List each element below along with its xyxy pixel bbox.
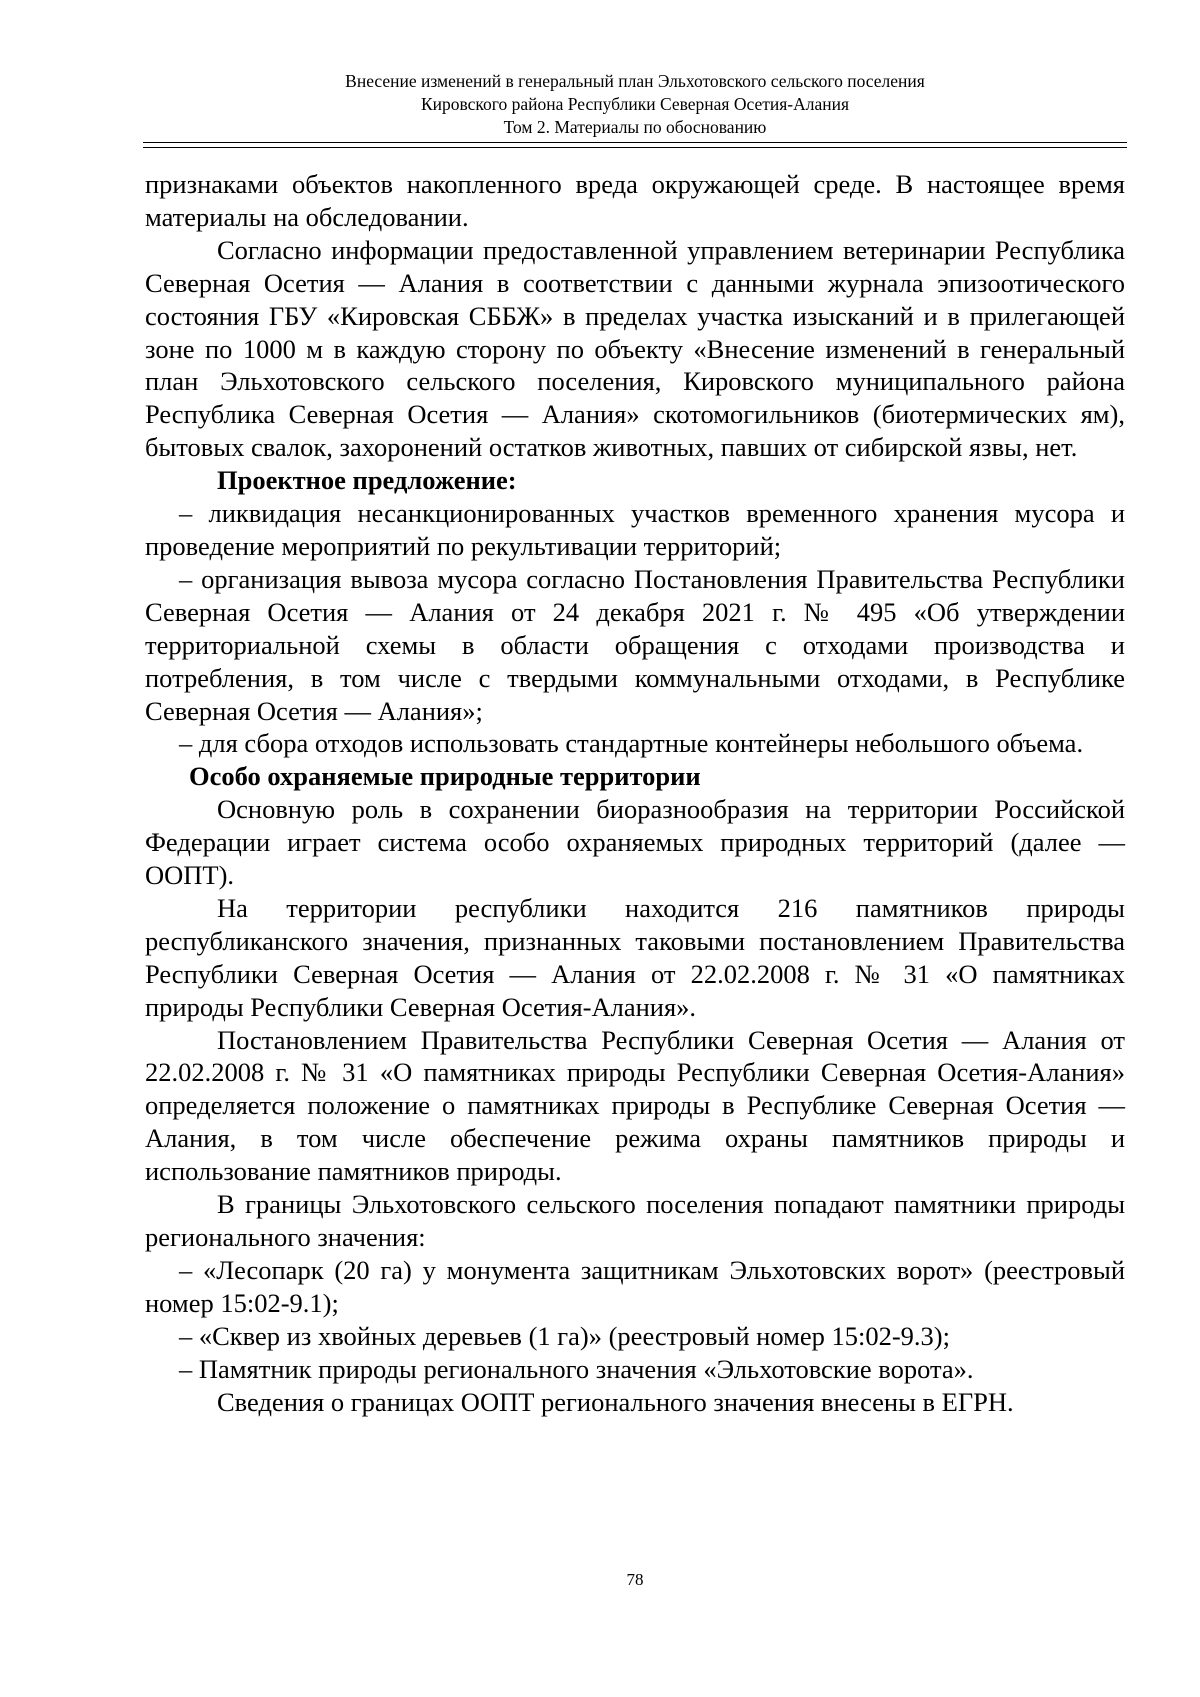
running-header <box>145 70 1125 139</box>
list-item: – для сбора отходов использовать стандартные контейнеры небольшого объема. <box>179 728 1084 759</box>
paragraph: На территории республики находится 216 памятников природы республиканского значения, признанных таковыми постановлением Правительства Республики Северная Осетия — Алания от 22.02.2008 г. № 31 «О памятниках природы Республики Северная Осетия-Алания». <box>145 892 1125 1022</box>
paragraph: Основную роль в сохранении биоразнообразия на территории Российской Федерации играет система особо охраняемых природных территорий (далее — ООПТ). <box>145 794 1125 891</box>
paragraph: Сведения о границах ООПТ регионального значения внесены в ЕГРН. <box>217 1386 1014 1417</box>
list-item: – организация вывоза мусора согласно Постановления Правительства Республики Северная Осетия — Алания от 24 декабря 2021 г. № 495 «Об утверждении территориальной схемы в области обращения с отходами производства и потребления, в том числе с твердыми коммунальными отходами, в Республике Северная Осетия — Алания»; <box>145 563 1125 726</box>
main-text <box>145 168 1125 1418</box>
paragraph: Согласно информации предоставленной управлением ветеринарии Республика Северная Осетия — Алания в соответствии с данными журнала эпизоотического состояния ГБУ «Кировская СББЖ» в пределах участка изысканий и в прилегающей зоне по 1000 м в каждую сторону по объекту «Внесение изменений в генеральный план Эльхотовского сельского поселения, Кировского муниципального района Республика Северная Осетия — Алания» скотомогильников (биотермических ям), бытовых свалок, захоронений остатков животных, павших от сибирской язвы, нет. <box>145 234 1125 463</box>
paragraph: В границы Эльхотовского сельского поселения попадают памятники природы регионального значения: <box>145 1189 1125 1252</box>
header-double-rule <box>143 142 1127 148</box>
section-heading-protected-areas: Особо охраняемые природные территории <box>189 761 701 792</box>
header-line-1: Внесение изменений в генеральный план Эльхотовского сельского поселения <box>345 71 925 91</box>
paragraph: признаками объектов накопленного вреда окружающей среде. В настоящее время материалы на обследовании. <box>145 169 1125 232</box>
paragraph: Постановлением Правительства Республики Северная Осетия — Алания от 22.02.2008 г. № 31 «О памятниках природы Республики Северная Осетия-Алания» определяется положение о памятниках природы в Республике Северная Осетия — Алания, в том числе обеспечение режима охраны памятников природы и использование памятников природы. <box>145 1024 1125 1187</box>
section-heading-proposal: Проектное предложение: <box>217 465 517 496</box>
list-item: – ликвидация несанкционированных участков временного хранения мусора и проведение мероприятий по рекультивации территорий; <box>145 498 1125 561</box>
header-line-2: Кировского района Республики Северная Осетия-Алания <box>420 94 850 114</box>
header-line-3: Том 2. Материалы по обоснованию <box>503 117 767 137</box>
page-number: 78 <box>626 1570 644 1589</box>
list-item: – «Лесопарк (20 га) у монумента защитникам Эльхотовских ворот» (реестровый номер 15:02-9.1); <box>145 1254 1125 1318</box>
list-item: – «Сквер из хвойных деревьев (1 га)» (реестровый номер 15:02-9.3); <box>179 1320 950 1351</box>
list-item: – Памятник природы регионального значения «Эльхотовские ворота». <box>179 1353 974 1384</box>
